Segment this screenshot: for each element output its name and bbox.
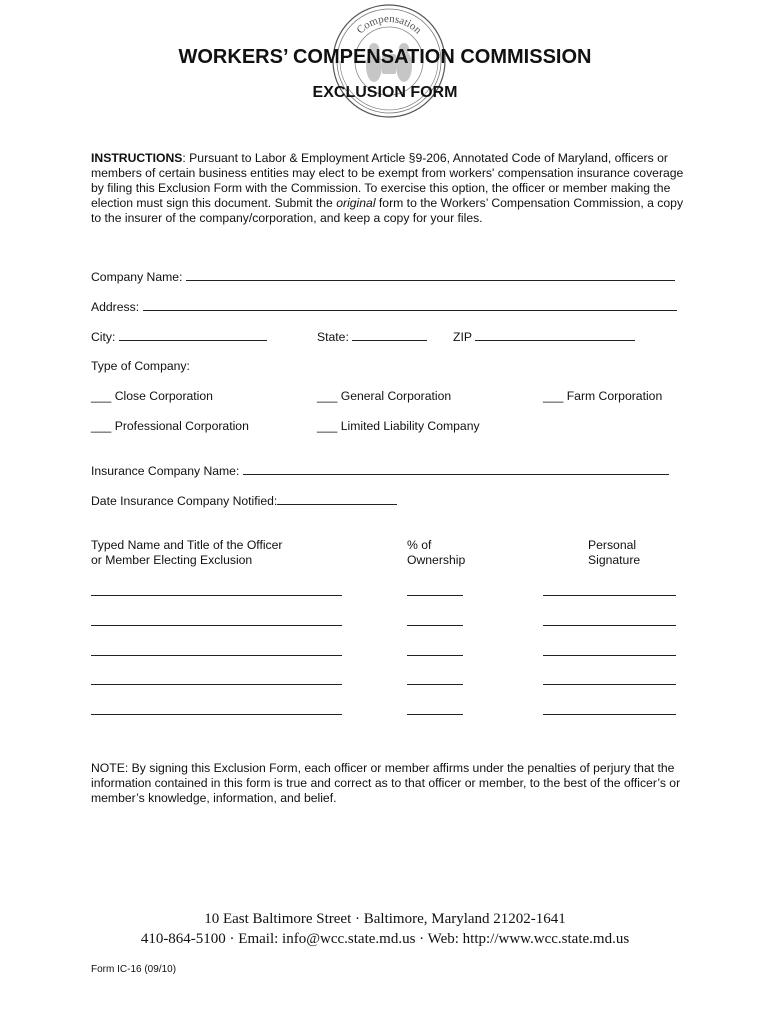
- officer-name-line-1[interactable]: [91, 595, 342, 596]
- farm-corporation-option[interactable]: ___ Farm Corporation: [543, 389, 663, 403]
- ownership-line-3[interactable]: [407, 655, 463, 656]
- ownership-line-4[interactable]: [407, 684, 463, 685]
- address-field[interactable]: [143, 299, 677, 311]
- close-corporation-option[interactable]: ___ Close Corporation: [91, 389, 213, 403]
- ownership-header: % of Ownership: [407, 538, 466, 567]
- zip-row: [453, 329, 635, 344]
- date-notified-field[interactable]: [277, 493, 397, 505]
- instructions-label: INSTRUCTIONS: [91, 151, 183, 165]
- name-title-header: Typed Name and Title of the Officer or Member Electing Exclusion: [91, 538, 283, 567]
- footer-contact: 410-864-5100 · Email: info@wcc.state.md.us · Web: http://www.wcc.state.md.us: [140, 931, 630, 947]
- signature-line-5[interactable]: [543, 714, 676, 715]
- zip-label: ZIP: [453, 330, 472, 344]
- insurance-company-label: Insurance Company Name:: [91, 464, 240, 478]
- insurance-company-row: [91, 463, 669, 478]
- ownership-line-2[interactable]: [407, 625, 463, 626]
- signature-line-4[interactable]: [543, 684, 676, 685]
- state-label: State:: [317, 330, 349, 344]
- officer-name-line-2[interactable]: [91, 625, 342, 626]
- professional-corporation-option[interactable]: ___ Professional Corporation: [91, 419, 249, 433]
- signature-line-1[interactable]: [543, 595, 676, 596]
- company-name-row: [91, 269, 675, 284]
- officer-name-line-5[interactable]: [91, 714, 342, 715]
- company-name-field[interactable]: [186, 269, 675, 281]
- original-emphasis: original: [336, 196, 376, 210]
- date-notified-row: [91, 493, 397, 508]
- zip-field[interactable]: [475, 329, 635, 341]
- general-corporation-option[interactable]: ___ General Corporation: [317, 389, 452, 403]
- address-row: [91, 299, 677, 314]
- officer-name-line-3[interactable]: [91, 655, 342, 656]
- state-field[interactable]: [352, 329, 427, 341]
- form-subtitle: EXCLUSION FORM: [312, 84, 458, 101]
- signature-header: Personal Signature: [588, 538, 641, 567]
- signature-line-2[interactable]: [543, 625, 676, 626]
- signature-line-3[interactable]: [543, 655, 676, 656]
- perjury-note: NOTE: By signing this Exclusion Form, each officer or member affirms under the penalties of perjury that the information contained in this form is true and correct as to that officer or member, to the best of the officer’s or member’s knowledge, information, and belief.: [91, 761, 681, 805]
- ownership-line-5[interactable]: [407, 714, 463, 715]
- officer-name-line-4[interactable]: [91, 684, 342, 685]
- insurance-company-field[interactable]: [243, 463, 669, 475]
- date-notified-label: Date Insurance Company Notified:: [91, 494, 278, 508]
- city-label: City:: [91, 330, 116, 344]
- type-of-company-label: Type of Company:: [91, 359, 190, 373]
- address-label: Address:: [91, 300, 140, 314]
- instructions-paragraph: INSTRUCTIONS: Pursuant to Labor & Employment Article §9-206, Annotated Code of Maryland, officers or members of certain business entities may elect to be exempt from workers' compensation insurance coverage by filing this Exclusion Form with the Commission. To exercise this option, the officer or member making the election must sign this document. Submit the original form to the Workers’ Compensation Commission, a copy to the insurer of the company/corporation, and keep a copy for your files.: [91, 151, 684, 225]
- city-field[interactable]: [119, 329, 267, 341]
- form-title: WORKERS’ COMPENSATION COMMISSION: [178, 46, 592, 68]
- city-row: [91, 329, 267, 344]
- state-row: [317, 329, 427, 344]
- form-number: Form IC-16 (09/10): [91, 964, 177, 975]
- svg-text:Compensation: Compensation: [354, 12, 424, 37]
- llc-option[interactable]: ___ Limited Liability Company: [317, 419, 480, 433]
- ownership-line-1[interactable]: [407, 595, 463, 596]
- company-name-label: Company Name:: [91, 270, 183, 284]
- footer-address: 10 East Baltimore Street · Baltimore, Maryland 21202-1641: [204, 911, 566, 927]
